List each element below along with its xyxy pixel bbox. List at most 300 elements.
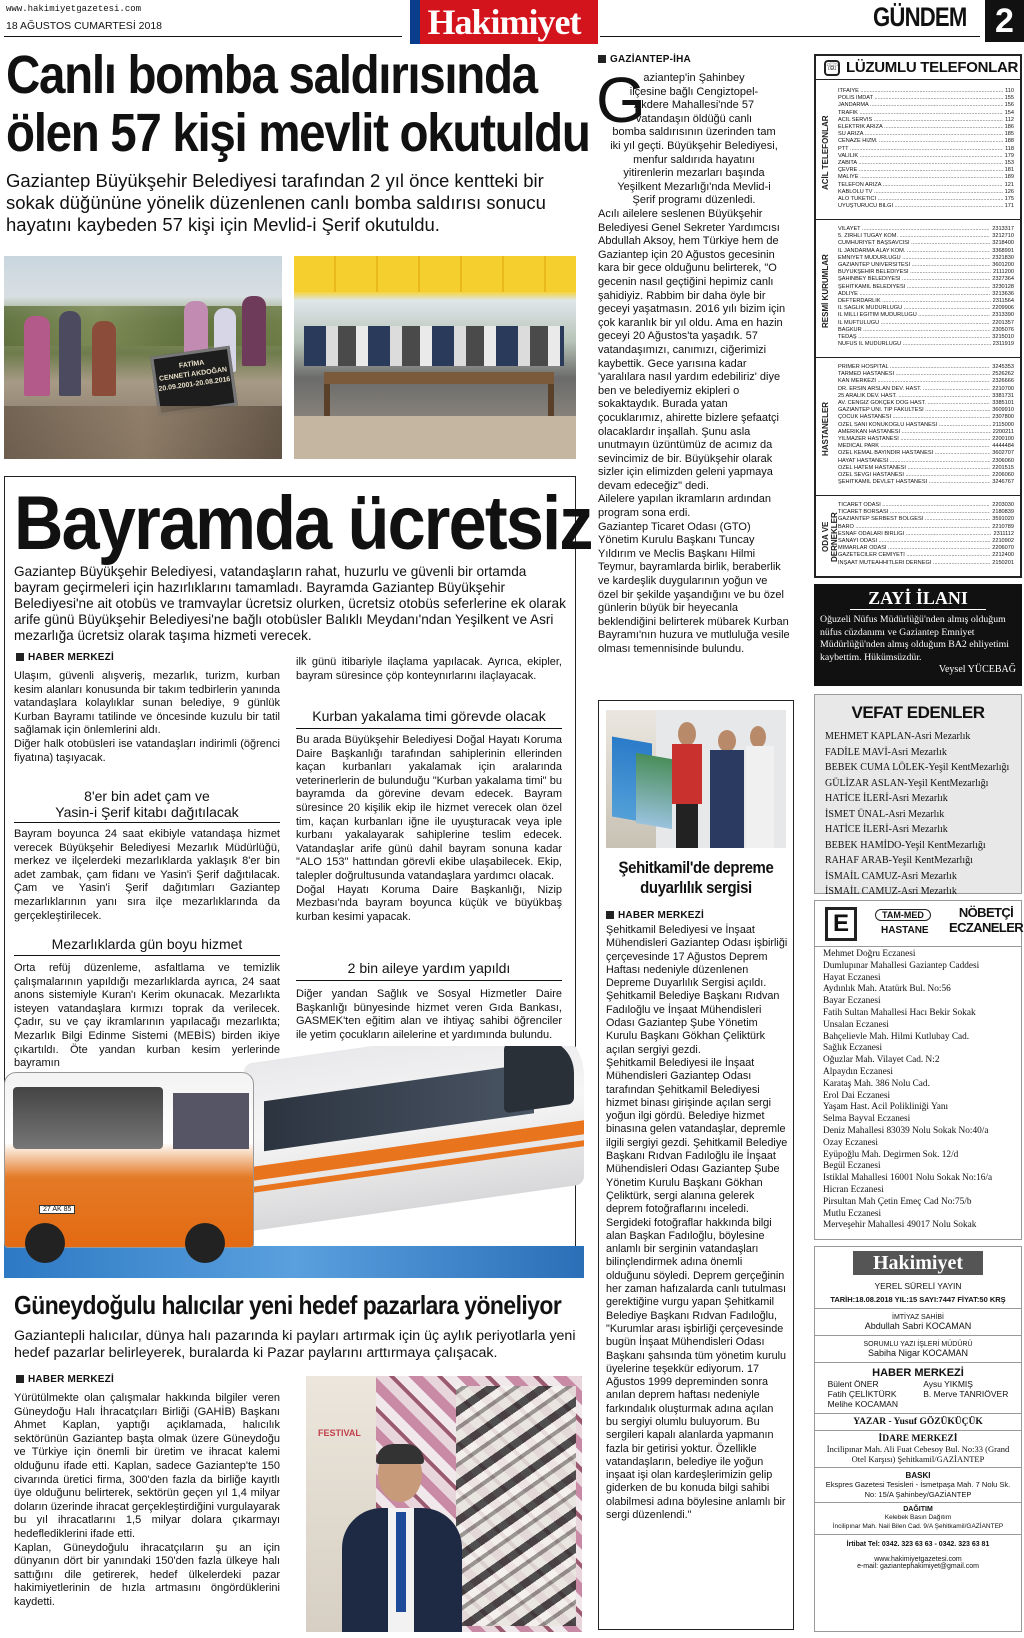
phone-entry-name: GAZİANTEP ÜNİVERSİTESİ ..... [838, 262, 990, 269]
phone-entry-name: ÖZEL KEMAL BAYINDIR HASTANESİ ..... [838, 450, 990, 457]
phone-entry-name: İL MÜFTÜLÜĞÜ ..... [838, 320, 990, 327]
phone-entry-number: 156 [1004, 102, 1014, 109]
phone-entry-number: 2210902 [992, 538, 1014, 545]
phone-entry-number: 179 [1004, 152, 1014, 159]
vefat-title: VEFAT EDENLER [851, 703, 985, 722]
story1-lead: Gaziantep Büyükşehir Belediyesi tarafından 2 yıl önce kentteki bir sokak düğününe yönelik düzenlenen canlı bomba saldırısı sonucu hayatını kaybeden 57 kişi için Mevlid-i Şerif okutuldu. [6, 170, 546, 235]
story1-dropcap: G [596, 64, 646, 136]
phone-entry-name: ÇOCUK HASTANESİ ..... [838, 414, 990, 421]
kunye-admin: İncilipınar Mah. Ali Fuat Cebesoy Bul. No:33 (Grand Otel Karşısı) Şehitkamil/GAZİANTEP [815, 1444, 1021, 1468]
phone-entry-number: 2203030 [992, 502, 1014, 508]
story1-headline-line2: ölen 57 kişi mevlit okutuldu [6, 103, 590, 163]
phone-entry-name: ZABITA ..... [838, 160, 1003, 167]
phone-entry-name: 5. ZIRHLI TUGAY KOM. ..... [838, 233, 990, 240]
kunye-staff-name: Aysu YIKMIŞ [923, 1379, 973, 1389]
phone-entry-number: 2200100 [992, 436, 1014, 443]
eczane-name: Hicran Eczanesi [823, 1184, 884, 1195]
phone-entry [838, 531, 1014, 538]
phone-entry [838, 138, 1014, 145]
story2-sub1: 8'er bin adet çam ve Yasin-i Şerif kitabı dağıtılacak [55, 788, 239, 820]
phone-entry-name: DR. ERSİN ARSLAN DEV. HAST. ..... [838, 386, 990, 393]
story2-sub3: Kurban yakalama timi görevde olacak [312, 708, 546, 724]
phone-entry [838, 341, 1014, 348]
phone-entry [838, 284, 1014, 291]
story2-photo-bus-tram [4, 1046, 584, 1278]
phone-entry [838, 545, 1014, 552]
story4-headline-line1: Şehitkamil'de depreme [618, 858, 774, 877]
story2-byline: HABER MERKEZİ [16, 652, 114, 663]
kunye-editor: Sabiha Nigar KOCAMAN [815, 1348, 1021, 1363]
phone-entry [838, 312, 1014, 319]
phone-entry [838, 88, 1014, 95]
phone-entry [838, 400, 1014, 407]
phones-group-label: ACİL TELEFONLAR [821, 115, 830, 191]
phone-entry-number: 2201515 [992, 464, 1014, 471]
phone-entry-name: NÜFUS İL MÜDÜRLÜĞÜ ..... [838, 341, 991, 348]
story2-col2-p1: ilk günü itibariyle ilaçlama yapılacak. Ayrıca, ekipler, bayram süresince çöp konteynırlarını ilaçlayacak. [296, 656, 562, 682]
story2-col1-p3: Orta refüj düzenleme, asfaltlama ve temizlik çalışmalarının yapıldığı mezarlıklarda ayrıca, 24 saat anons sistemiyle Kuran'ı Kerim okunacak. Mezarlıkta isteyen vatandaşlara kırmızı toprak da verilecek. Çadır, su ve çay ikramlarının yapılacağı mezarlıkta; Mezarlık Bilgi Edinme Sistemi (MEBİS) birden ikiye çıkartıldı. Öte yandan kurban kesim yerlerinde bayramın [14, 962, 280, 1070]
kunye-staff-name: Fatih ÇELİKTÜRK [827, 1389, 897, 1399]
kunye-dist: Kelebek Basın Dağıtım İncilipınar Mah. Nail Bilen Cad. 9/A Şehitkamil/GAZİANTEP [815, 1513, 1021, 1535]
phone-entry-number: 2150201 [992, 559, 1014, 566]
phone-entry-name: JANDARMA ..... [838, 102, 1003, 109]
phone-entry [838, 371, 1014, 378]
phone-entry [838, 305, 1014, 312]
phone-entry [838, 124, 1014, 131]
phone-entry [838, 110, 1014, 117]
story2-sub4: 2 bin aileye yardım yapıldı [347, 960, 511, 976]
phone-entry-name: İL MİLLİ EĞİTİM MÜDÜRLÜĞÜ ..... [838, 312, 990, 319]
vefat-item: İSMAİL CAMUZ-Asri Mezarlık [825, 886, 957, 897]
phone-entry-number: 3385101 [992, 400, 1014, 407]
man-portrait [342, 1446, 462, 1632]
phone-entry-number: 3213636 [992, 290, 1014, 297]
phones-group-label: ODA VE DERNEKLER [821, 512, 839, 562]
phone-entry-name: TEDAŞ ..... [838, 334, 990, 341]
story2-col1-p2: Bayram boyunca 24 saat ekibiyle vatandaşa hizmet verecek Büyükşehir Belediyesi Mezarlık Müdürlüğü, merkez ve ilçelerdeki mezarlıklarda yaklaşık 8'er bin adet zambak, çam fidanı ve Yasin'i Şerif dağıtılacak. Çam ve Yasin'i Şerif dağıtımları Gaziantep mezarlıklarının yanı sıra ilçe mezarlıklarında da gerçekleştirilecek. [14, 828, 280, 922]
phone-entry-number: 2206060 [992, 472, 1014, 479]
phone-entry [838, 465, 1014, 472]
kunye-admin-label: İDARE MERKEZİ [878, 1434, 958, 1444]
eczane-address: Aydınlık Mah. Atatürk Bul. No:56 [823, 984, 951, 995]
story4-headline-line2: duyarlılık sergisi [640, 878, 752, 897]
website-url[interactable]: www.hakimiyetgazetesi.com [6, 4, 142, 14]
phone-entry-number: 175 [1004, 196, 1014, 203]
eczane-name: Erol Dai Eczanesi [823, 1090, 891, 1101]
phone-entry-number: 185 [1004, 131, 1014, 138]
phone-entry [838, 443, 1014, 450]
phone-entry-name: PTT ..... [838, 146, 1003, 153]
kunye-news-staff [815, 1379, 1021, 1414]
eczane-name: Alpaydın Eczanesi [823, 1066, 893, 1077]
vefat-box [814, 694, 1022, 897]
phone-entry-number: 3218400 [992, 240, 1014, 247]
phones-group-hastane [816, 362, 1020, 496]
eczane-title-line2: ECZANELER [949, 920, 1024, 935]
kunye-dist-label: DAĞITIM [903, 1506, 933, 1513]
phone-entry [838, 429, 1014, 436]
phone-entry-number: 110 [1005, 88, 1014, 94]
phone-entry-name: MALİYE ..... [838, 174, 1003, 181]
eczane-name: Sağlık Eczanesi [823, 1043, 883, 1054]
phone-entry-name: TİCARET ODASI ..... [838, 502, 990, 509]
story2-headline: Bayramda ücretsiz [14, 481, 592, 566]
phone-entry-number: 3381731 [992, 392, 1014, 399]
phone-entry-name: GAZETECİLER CEMİYETİ ..... [838, 552, 990, 559]
header-underline-right [600, 36, 980, 37]
phone-entry [838, 450, 1014, 457]
phone-entry-name: BAĞKUR ..... [838, 327, 990, 334]
page-number: 2 [985, 0, 1024, 42]
phone-entry [838, 378, 1014, 385]
phone-entry [838, 233, 1014, 240]
phone-entry-number: 3246767 [992, 479, 1014, 486]
eczane-address: Eyüpoğlu Mah. Degirmen Sok. 12/d [823, 1149, 959, 1160]
bus-plate: 27 AK 85 [39, 1205, 75, 1214]
phone-entry-name: TRAFİK ..... [838, 110, 1003, 117]
story1-byline: GAZİANTEP-İHA [598, 54, 691, 65]
story3-body: Yürütülmekte olan çalışmalar hakkında bilgiler veren Güneydoğu Halı İhracatçıları Birliği (GAHİB) Başkanı Ahmet Kaplan, yaptığı açıklamada, halıcılık sektörünün Gaziantep başta olmak üzere Güneydoğu ve Türkiye için önemli bir üretim ve ihracat kalemi olduğunu ifade etti. Kaplan, sadece Gaziantep'te 150 civarında üretici firma, 300'den fazla da birliğe kayıtlı üye olduğunu belirterek, sektörün geçen yıl 1,4 milyar doların üzerinde ihracat gerçekleştirdiğini vurgulayarak bu yıl ihracatlarını 1,5 milyar dolara çıkarmayı hedeflediklerini ifade etti. Kaplan, Güneydoğulu ihracatçıların şu an için dünyanın dört bir yanındaki 150'den fazla ülkeye halı sattığını dile getirerek, hedef ülkelerdeki pazar hakimiyetlerinin de hızla artmasını öngördüklerini kaydetti. [14, 1392, 280, 1608]
phone-entry-number: 2311112 [993, 530, 1014, 537]
kunye-contact-tel: İrtibat Tel: 0342. 323 63 63 - 0342. 323 63 81 [846, 1541, 990, 1548]
phone-entry-number: 2180839 [992, 509, 1014, 516]
eczane-name: Mutlu Eczanesi [823, 1208, 882, 1219]
eczane-brand: TAM-MED [875, 909, 931, 921]
phone-entry-name: YILMAZER HASTANESİ ..... [838, 436, 990, 443]
bus [4, 1072, 254, 1248]
story1-headline-line1: Canlı bomba saldırısında [6, 45, 537, 105]
story3-lead: Gaziantepli halıcılar, dünya halı pazarında ki payları artırmak için üç aylık periyotlarla yeni hedef pazarlar belirleyerek, buralarda ki Pazar paylarını arttırmaya çalışacak. [14, 1328, 576, 1361]
phones-box [814, 54, 1022, 578]
phone-entry [838, 524, 1014, 531]
festival-sign: FESTIVAL [318, 1428, 361, 1438]
phone-icon: ☏ [824, 60, 840, 76]
story4-byline: HABER MERKEZİ [606, 910, 704, 921]
story2-col2-p3: Diğer yandan Sağlık ve Sosyal Hizmetler Daire Başkanlığı bünyesinde hizmet veren Gıda Bankası, GASMEK'ten eğitim alan ve ihtiyaç sahibi öğrenciler ile yetim çocukların ailelerine et yardımında bulundu. [296, 988, 562, 1041]
tram [244, 1046, 584, 1232]
eczane-name: Hayat Eczanesi [823, 972, 881, 983]
phone-entry-name: KAN MERKEZİ ..... [838, 378, 990, 385]
phone-entry-number: 126 [1004, 188, 1014, 195]
phone-entry-name: SANAYİ ODASI ..... [838, 538, 990, 545]
phone-entry-name: SU ARIZA ..... [838, 131, 1003, 138]
phones-header [816, 56, 1020, 80]
phone-entry-name: ÖZEL SEVGİ HASTANESİ ..... [838, 472, 990, 479]
vefat-item: HATİCE İLERİ-Asri Mezarlık [825, 793, 948, 804]
masthead-logo-text: Hakimiyet [427, 2, 581, 42]
phone-entry-name: AMERİKAN HASTANESİ ..... [838, 429, 991, 436]
phone-entry-name: DEFTERDARLIK ..... [838, 298, 991, 305]
phone-entry [838, 436, 1014, 443]
vefat-item: BEBEK HAMİDO-Yeşil KentMezarlığı [825, 839, 986, 851]
phone-entry-name: ÖZEL SANİ KONUKOĞLU HASTANESİ ..... [838, 422, 991, 429]
vefat-item: İSMET ÜNAL-Asri Mezarlık [825, 808, 945, 820]
story1-body: Acılı ailelere seslenen Büyükşehir Belediyesi Genel Sekreter Yardımcısı Abdullah Aksoy, hem Türkiye hem de Gaziantep için 20 Ağustos gecesinin kara bir gece olduğunu belirterek, "O gecenin nasıl geçtiğini hepimiz canlı şahidiyiz. Rabbim bir daha öyle bir geceyi yaşatmasın. 2016 yılı bizim için çok karanlık bir yıl oldu. Ama en hazin geceyi 20 Ağustos'ta yaşadık. 57 vatandaşımızı, canımızı, ciğerimizi kaybettik. Gece yarısına kadar 'yaralılara nasıl yardım edebiliriz' diye ben ve belediyemiz ekipleri o sokaktaydık. Burada yatan çocuklarımız, ahirette bizlere şefaatçi olacaklardır inşallah. Şunu asla unutmayın üzüntümüz de acımız da sevincimiz de bir. Büyükşehir olarak sizler için elimizden geleni yapmaya devam edeceğiz" dedi. Ailelere yapılan ikramların ardından program sona erdi. Gaziantep Ticaret Odası (GTO) Yönetim Kurulu Başkanı Tuncay Yıldırım ve Meclis Başkanı Hilmi Teymur, bayramlarda birlik, beraberlik ve kardeşlik duygularının yoğun ve özel bir şekilde yaşandığını ve bu özel günlerin büyük bir heyecanla beklendiğini belirterek mübarek Kurban Bayramı'nın huzura ve mutluluğa vesile olması temennisinde bulundu. [598, 208, 790, 655]
eczane-name: Mehmet Doğru Eczanesi [823, 949, 916, 959]
phone-entry-name: UYUŞTURUCU BİLGİ ..... [838, 203, 1003, 210]
phone-entry-number: 2210700 [992, 385, 1014, 392]
phone-entry-number: 2210789 [992, 523, 1014, 530]
phone-entry-name: ŞEHİTKAMİL BELEDİYESİ ..... [838, 284, 990, 291]
story4-photo-exhibition [606, 710, 786, 848]
eczane-title [949, 905, 1023, 935]
kunye-staff-name: Melihe KOCAMAN [827, 1399, 898, 1409]
phone-entry-name: İTFAİYE ..... [838, 88, 1003, 95]
phone-entry-number: 4444484 [992, 443, 1014, 450]
phone-entry [838, 407, 1014, 414]
phone-entry-number: 153 [1004, 160, 1014, 167]
eczane-address: İstiklal Mahallesi 16001 Nolu Sokak No:16/a [823, 1173, 993, 1184]
phone-entry [838, 334, 1014, 341]
gravestone-text: FATİMA CENNETİ AKDOĞAN 20.09.2001-20.08.2016 [158, 359, 231, 393]
phone-entry-name: PRİMER HOSPİTAL ..... [838, 364, 990, 371]
header-underline [4, 36, 402, 37]
phones-title: LÜZUMLU TELEFONLAR [846, 59, 1019, 76]
kunye-news-label: HABER MERKEZİ [872, 1367, 964, 1379]
eczane-address: Karataş Mah. 386 Nolu Cad. [823, 1078, 930, 1089]
eczane-brand-sub: HASTANE [881, 925, 929, 936]
phones-group-resmi [816, 224, 1020, 358]
phone-entry [838, 255, 1014, 262]
phone-entry [838, 240, 1014, 247]
phone-entry [838, 479, 1014, 486]
phone-entry [838, 472, 1014, 479]
phone-entry-number: 2526262 [992, 371, 1014, 378]
phone-entry-name: KABLOLU TV ..... [838, 189, 1003, 196]
phone-entry-number: 2306060 [992, 457, 1014, 464]
story1-photo-ceremony [294, 256, 576, 459]
story2-sub2-rule [14, 955, 280, 956]
phone-entry-number: 2206070 [992, 545, 1014, 552]
phone-entry [838, 167, 1014, 174]
story2-sub2: Mezarlıklarda gün boyu hizmet [51, 936, 243, 952]
kunye-staff-name: B. Merve TANRIÖVER [923, 1389, 1009, 1399]
phone-entry-number: 2313390 [992, 312, 1014, 319]
phone-entry-number: 155 [1004, 95, 1014, 102]
phone-entry-name: BARO ..... [838, 524, 990, 531]
phone-entry-number: 2200211 [992, 428, 1014, 435]
phone-entry-name: İNŞAAT MÜTEAHHİTLERİ DERNEĞİ ..... [838, 560, 990, 567]
story2-col1-p1: Ulaşım, güvenli alışveriş, mezarlık, turizm, kurban kesim alanları konusunda bir takım tedbirlerin yanında vatandaşlara kolaylıklar sunan belediye, 9 günlük Kurban Bayramı tatilinde ve öncesinde kuzulu bir tatil sağlamak için önlemlerini aldı. Diğer halk otobüsleri ise vatandaşları indirimli (öğrenci fiyatına) taşıyacak. [14, 670, 280, 764]
phone-entry-name: ADLİYE ..... [838, 291, 990, 298]
issue-date: 18 AĞUSTOS CUMARTESİ 2018 [6, 20, 163, 32]
phone-entry-number: 3609910 [992, 407, 1014, 414]
kunye-logo [853, 1251, 983, 1275]
story2-sub3-rule [296, 728, 562, 729]
phone-entry [838, 298, 1014, 305]
phone-entry [838, 414, 1014, 421]
phone-entry-name: MİMARLAR ODASI ..... [838, 545, 990, 552]
phones-group-acil [816, 86, 1020, 220]
zayi-text: Oğuzeli Nüfus Müdürlüğü'nden almış olduğum nüfus cüzdanımı ve Gaziantep Emniyet Müdürlüğü'nden almış olduğum BA2 ehliyetimi kaybettim. Hükümsüzdür. [820, 614, 1009, 663]
phone-entry [838, 248, 1014, 255]
phone-entry [838, 117, 1014, 124]
phone-entry [838, 327, 1014, 334]
story1-headline [6, 45, 590, 163]
zayi-box [814, 584, 1022, 686]
story2-sub1-rule [14, 822, 280, 823]
eczane-name: Özay Eczanesi [823, 1137, 878, 1148]
kunye-staff-name: Bülent ÖNER [827, 1379, 879, 1389]
phone-entry-number: 2313317 [992, 226, 1014, 232]
story4-headline [600, 858, 792, 898]
story3-headline: Güneydoğulu halıcılar yeni hedef pazarlara yöneliyor [14, 1290, 562, 1320]
phone-entry-number: 3601200 [992, 262, 1014, 269]
phone-entry-number: 2111200 [993, 269, 1014, 276]
phone-entry-name: ÖZEL HATEM HASTANESİ ..... [838, 465, 990, 472]
kunye-tagline: YEREL SÜRELİ YAYIN [874, 1281, 962, 1291]
phone-entry-name: TARMED HASTANESİ ..... [838, 371, 990, 378]
phone-entry-number: 3368991 [992, 247, 1014, 254]
phone-entry [838, 174, 1014, 181]
phone-entry-name: EMNİYET MÜDÜRLÜĞÜ ..... [838, 255, 990, 262]
story3-photo-carpets [306, 1376, 582, 1632]
phone-entry-number: 3602707 [992, 450, 1014, 457]
phone-entry-number: 188 [1004, 138, 1014, 145]
phone-entry-name: ELEKTRİK ARIZA ..... [838, 124, 1003, 131]
phone-entry-number: 2305076 [992, 326, 1014, 333]
vefat-item: GÜLİZAR ASLAN-Yeşil KentMezarlığı [825, 777, 989, 789]
phone-entry [838, 276, 1014, 283]
kunye-editor-label: SORUMLU YAZI İŞLERİ MÜDÜRÜ [863, 1341, 973, 1348]
phone-entry-name: 25 ARALIK DEV. HAST. ..... [838, 393, 990, 400]
phone-entry [838, 95, 1014, 102]
phone-entry [838, 269, 1014, 276]
phone-entry-number: 2311919 [992, 341, 1014, 348]
story1-body-first: aziantep'in Şahinbey ilçesine bağlı Cengiztopel- Akdere Mahallesi'nde 57 vatandaşın öldüğü canlı bomba saldırısının üzerinden tam iki yıl geçti. Büyükşehir Belediyesi, menfur saldırıda hayatını yitirenlerin mezarları başında Yeşilkent Mezarlığı'nda Mevlid-i Şerif programı düzenledi. [610, 72, 778, 207]
eczane-name: Begül Eczanesi [823, 1161, 881, 1172]
phone-entry [838, 131, 1014, 138]
story4-body: Şehitkamil Belediyesi ve İnşaat Mühendisleri Gaziantep Odası işbirliği çerçevesinde 17 Ağustos Deprem Haftası nedeniyle düzenlenen Depreme Duyarlılık Sergisi açıldı. Şehitkamil Belediye Başkanı Rıdvan Fadıloğlu ve İnşaat Mühendisleri Odası Gaziantep Şube Yönetim Kurulu Başkanı Gökhan Çeliktürk açılan sergiyi gezdi. Şehitkamil Belediyesi ile İnşaat Mühendisleri Gaziantep Odası tarafından Şehitkamil Belediyesi hizmet binası girişinde açılan sergi yoğun ilgi gördü. Belediye hizmet binasına gelen vatandaşlar, depremle ilgili sergiyi gezdi. Şehitkamil Belediye Başkanı Rıdvan Fadıloğlu ile İnşaat Mühendisleri Odası Gaziantep Şube Yönetim Kurulu Başkanı Gökhan Çeliktürk, sergi alanına gelerek deprem fotoğraflarını inceledi. Sergideki fotoğraflar hakkında bilgi alan Başkan Fadıloğlu, böylesine anlamlı bir serginin vatandaşları bilinçlendirmek adına önemli olduğunu söyledi. Deprem gerçeğinin her zaman hafızalarda canlı tutulması gerektiğine vurgu yapan Şehitkamil Belediye Başkanı Rıdvan Fadıloğlu, "Kurumlar arası işbirliği çerçevesinde bugün İnşaat Mühendisleri Odası Başkanı şahsında tüm yönetim kurulu üyelerine teşekkür ediyorum. 17 Ağustos 1999 depreminden sonra anılan deprem haftası nedeniyle farkındalık oluşturmak adına açılan bu sergiyi olumlu buluyorum. Bu sergileri kapalı alanlarda yapmanın fazla bir getirisi yoktur. Özellikle vatandaşların, belediye ile yoğun inşaat işi olan kardeşlerimizin gelip giderken de bu konuda bilgi sahibi olabilmesi adına böylesine anlamlı bir sergi düzenlendi." [606, 924, 788, 1522]
kunye-contact-web[interactable]: www.hakimiyetgazetesi.com [874, 1556, 962, 1563]
phone-entry [838, 102, 1014, 109]
kunye-logo-text: Hakimiyet [873, 1252, 963, 1274]
phone-entry-number: 186 [1004, 124, 1014, 131]
eczane-box [814, 900, 1022, 1240]
phone-entry-name: İL SAĞLIK MÜDÜRLÜĞÜ ..... [838, 305, 990, 312]
story2-sub4-rule [296, 980, 562, 981]
eczane-address: Yaşam Hast. Acil Polikliniği Yanı [823, 1102, 949, 1113]
vefat-item: BEBEK CUMA LÖLEK-Yeşil KentMezarlığı [825, 762, 1010, 773]
phone-entry [838, 386, 1014, 393]
phone-entry [838, 320, 1014, 327]
vefat-item: İSMAİL CAMUZ-Asri Mezarlık [825, 870, 957, 882]
eczane-title-line1: NÖBETÇİ [958, 905, 1014, 920]
phone-entry-name: İL JANDARMA ALAY KOM. ..... [838, 248, 990, 255]
phones-group-label: HASTANELER [821, 401, 830, 457]
kunye-print: Ekspres Gazetesi Tesisleri - İsmetpaşa Mah. 7 Nolu Sk. No: 15/A Şahinbey/GAZİANTEP [815, 1480, 1021, 1503]
phone-entry-number: 3591020 [992, 516, 1014, 523]
phone-entry [838, 146, 1014, 153]
eczane-address: Oğuzlar Mah. Vilayet Cad. N:2 [823, 1055, 940, 1066]
eczane-address: Fatih Sultan Mahallesi Hacı Bekir Sokak [823, 1007, 976, 1018]
phone-entry-name: CENAZE HİZM. ..... [838, 138, 1003, 145]
vefat-item: FADİLE MAVİ-Asri Mezarlık [825, 746, 947, 758]
phone-entry-number: 2115000 [992, 421, 1014, 428]
phone-entry-name: ÇEVRE ..... [838, 167, 1003, 174]
phone-entry [838, 291, 1014, 298]
eczane-address: Deniz Mahallesi 83039 Nolu Sokak No:40/a [823, 1125, 989, 1136]
phone-entry [838, 509, 1014, 516]
phone-entry-number: 171 [1004, 203, 1014, 210]
phone-entry [838, 422, 1014, 429]
phone-entry-name: GAZİANTEP SERBEST BÖLGESİ ..... [838, 516, 990, 523]
phone-entry [838, 502, 1014, 509]
phone-entry [838, 226, 1014, 233]
vefat-item: MEHMET KAPLAN-Asri Mezarlık [825, 731, 971, 742]
phones-group-oda [816, 500, 1020, 574]
phone-entry-name: TİCARET BORSASI ..... [838, 509, 990, 516]
phone-entry-number: 2201357 [992, 319, 1014, 326]
eczane-name: Ünsalan Eczanesi [823, 1019, 889, 1030]
eczane-address: Bahçelievle Mah. Hilmi Kutlubay Cad. [823, 1031, 970, 1042]
phone-entry-name: ALO TÜKETİCİ ..... [838, 196, 1003, 203]
phone-entry-number: 121 [1004, 181, 1014, 188]
eczane-address: Merveşehir Mahallesi 49017 Nolu Sokak [823, 1220, 977, 1231]
phone-entry-name: TELEFON ARIZA ..... [838, 182, 1003, 189]
kunye-print-label: BASKI [905, 1471, 931, 1480]
phone-entry [838, 364, 1014, 371]
eczane-address: Dumlupınar Mahallesi Gaziantep Caddesi [823, 960, 980, 971]
story1-photo-cemetery [4, 256, 282, 459]
kunye-contact-mail[interactable]: e-mail: gaziantephakimiyet@gmail.com [857, 1563, 979, 1570]
kunye-owner-label: İMTİYAZ SAHİBİ [892, 1314, 944, 1321]
eczane-name: Selma Bayval Eczanesi [823, 1114, 911, 1125]
eczane-header [815, 901, 1024, 947]
phone-entry-number: 2326666 [992, 378, 1014, 385]
phone-entry-name: GAZİANTEP ÜNİ. TIP FAKÜLTESİ ..... [838, 407, 990, 414]
vefat-item: HATİCE İLERİ-Asri Mezarlık [825, 824, 948, 835]
phone-entry-number: 112 [1005, 116, 1014, 123]
kunye-writer: YAZAR - Yusuf GÖZÜKÜÇÜK [815, 1414, 1021, 1431]
phone-entry-number: 3212710 [992, 233, 1014, 240]
phone-entry [838, 262, 1014, 269]
phone-entry-number: 3215010 [992, 334, 1014, 341]
phone-entry-number: 2209906 [992, 305, 1014, 312]
phone-entry-name: ŞAHİNBEY BELEDİYESİ ..... [838, 276, 990, 283]
kunye-box [814, 1246, 1022, 1632]
section-title: GÜNDEM [873, 2, 967, 32]
phone-entry [838, 560, 1014, 567]
masthead-logo [410, 0, 598, 44]
phone-entry-name: VİLAYET ..... [838, 226, 990, 233]
phone-entry-number: 118 [1005, 145, 1014, 152]
phone-entry-number: 181 [1004, 167, 1014, 174]
story2-lead: Gaziantep Büyükşehir Belediyesi, vatandaşların rahat, huzurlu ve güvenli bir ortamda bayram geçirmeleri için hazırlıklarını tamamladı. Bayramda Gaziantep Büyükşehir Belediyesi'ne ait otobüs ve tramvaylar ücretsiz olurken, ücretsiz otobüs seferlerine ek olarak arife günü Büyükşehir Belediyesi'ne bağlı otobüsler Balıklı Meydanı'ndan Yeşilkent ve Asri mezarlığa ücretsiz olarak taşıma hizmeti verecek. [14, 564, 566, 643]
phone-entry-name: ŞEHİTKAMİL DEVLET HASTANESİ ..... [838, 479, 990, 486]
phone-entry [838, 458, 1014, 465]
phone-entry-name: HAYAT HASTANESİ ..... [838, 458, 990, 465]
vefat-item: RAHAF ARAB-Yeşil KentMezarlığı [825, 855, 973, 866]
zayi-signature: Veysel YÜCEBAĞ [938, 664, 1016, 675]
phone-entry-number: 2327364 [992, 276, 1014, 283]
phone-entry-name: ESNAF ODALARI BİRLİĞİ ..... [838, 531, 991, 538]
phone-entry [838, 182, 1014, 189]
phone-entry [838, 189, 1014, 196]
phone-entry-name: AV. CENGİZ GÖKÇEK DOĞ HAST. ..... [838, 400, 990, 407]
eczane-logo-icon: E [825, 907, 857, 941]
eczane-address: Pirsultan Mah Çetin Emeç Cad No:75/b [823, 1196, 972, 1207]
logo-blue-stripe [410, 0, 420, 44]
zayi-title: ZAYİ İLANI [850, 588, 986, 610]
phone-entry-name: BÜYÜKŞEHİR BELEDİYESİ ..... [838, 269, 991, 276]
phone-entry-number: 3245353 [992, 364, 1014, 370]
phones-group-label: RESMİ KURUMLAR [821, 254, 830, 328]
story2-col2-p2: Bu arada Büyükşehir Belediyesi Doğal Hayatı Koruma Daire Başkanlığı tarafından sahiplerinin ellerinden kaçan kurbanları yakalamak için aralarında veterinerlerin de bulunduğu "Kurban yakalama timi" bu bayramda da görevine devam edecek. Bayram süresince 20 kişilik ekip ile hizmet verecek olan özel tim, kaçan kurbanları iğne ile uyuşturacak veya iple kurbanı yakalayarak sahiplerine teslim edecek. Vatandaşlar arife günü dahil bayram sonuna kadar "ALO 153" hattından görevli ekibe ulaşabilecek. Ekip, talepler doğrultusunda vatandaşlara yardımcı olacak. Doğal Hayatı Koruma Daire Başkanlığı, Nizip Mezbası'nda bayram boyunca küçük ve büyükbaş kurban kesimi yapacak. [296, 734, 562, 923]
phone-entry-number: 2212400 [992, 552, 1014, 559]
phone-entry [838, 538, 1014, 545]
kunye-meta: TARİH:18.08.2018 YIL:15 SAYI:7447 FİYAT:50 KRŞ [815, 1295, 1021, 1309]
